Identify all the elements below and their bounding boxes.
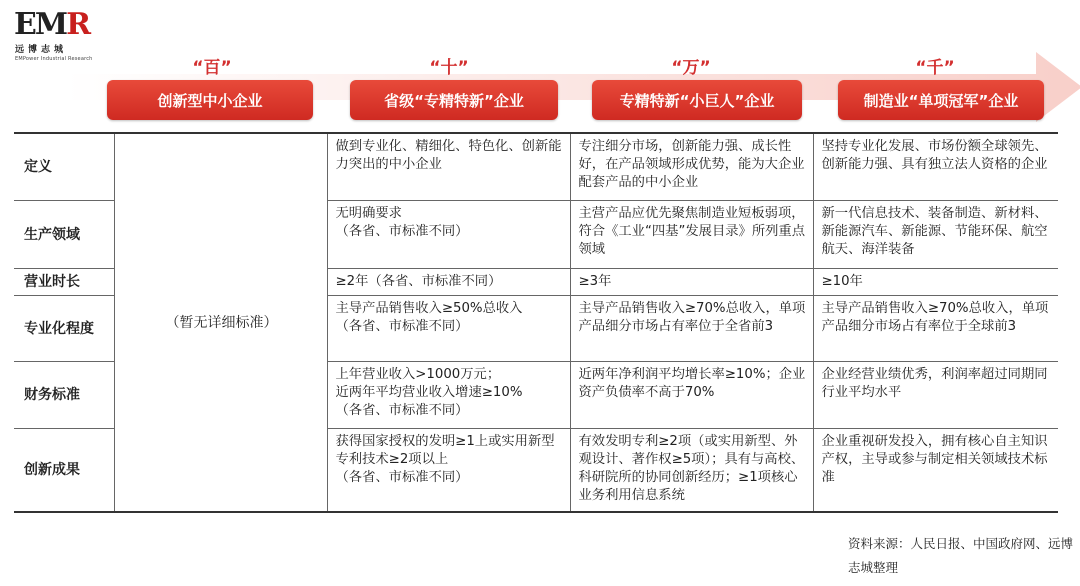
table-row bbox=[14, 133, 1058, 200]
table-cell: 有效发明专利≥2项（或实用新型、外观设计、著作权≥5项）；具有与高校、科研院所的协同创新经历；≥1项核心业务利用信息系统 bbox=[570, 428, 813, 512]
row-header: 财务标准 bbox=[14, 361, 114, 428]
row-header: 专业化程度 bbox=[14, 295, 114, 361]
logo-chinese-name: 远博志城 bbox=[15, 45, 68, 55]
table-cell: 主导产品销售收入≥50%总收入 （各省、市标准不同） bbox=[327, 295, 570, 361]
table-cell: 无明确要求 （各省、市标准不同） bbox=[327, 200, 570, 268]
table-cell: ≥2年（各省、市标准不同） bbox=[327, 268, 570, 295]
table-cell: ≥3年 bbox=[570, 268, 813, 295]
row-header: 定义 bbox=[14, 133, 114, 200]
table-cell: 企业经营业绩优秀，利润率超过同期同行业平均水平 bbox=[813, 361, 1058, 428]
row-header: 营业时长 bbox=[14, 268, 114, 295]
tier-tag-qian: “千” bbox=[915, 58, 955, 78]
table-cell: 做到专业化、精细化、特色化、创新能力突出的中小企业 bbox=[327, 133, 570, 200]
tier-pill-little-giant: 专精特新“小巨人”企业 bbox=[592, 80, 802, 120]
row-header: 创新成果 bbox=[14, 428, 114, 512]
table-cell: 获得国家授权的发明≥1上或实用新型专利技术≥2项以上 （各省、市标准不同） bbox=[327, 428, 570, 512]
tier-tag-shi: “十” bbox=[429, 58, 469, 78]
tier-tag-bai: “百” bbox=[192, 58, 232, 78]
tier-tag-wan: “万” bbox=[671, 58, 711, 78]
table-cell: 上年营业收入>1000万元； 近两年平均营业收入增速≥10% （各省、市标准不同） bbox=[327, 361, 570, 428]
table-cell: 企业重视研发投入，拥有核心自主知识产权，主导或参与制定相关领域技术标准 bbox=[813, 428, 1058, 512]
table-cell: 主营产品应优先聚焦制造业短板弱项，符合《工业“四基”发展目录》所列重点领域 bbox=[570, 200, 813, 268]
table-cell: ≥10年 bbox=[813, 268, 1058, 295]
logo-mark: EMR bbox=[14, 7, 90, 42]
tier-pill-single-champion: 制造业“单项冠军”企业 bbox=[838, 80, 1044, 120]
table-cell: 坚持专业化发展、市场份额全球领先、创新能力强、具有独立法人资格的企业 bbox=[813, 133, 1058, 200]
row-header: 生产领域 bbox=[14, 200, 114, 268]
source-note: 资料来源：人民日报、中国政府网、远博志城整理 bbox=[848, 536, 1074, 575]
tier-pill-innovative-sme: 创新型中小企业 bbox=[107, 80, 313, 120]
no-standard-note: （暂无详细标准） bbox=[114, 133, 327, 512]
table-cell: 新一代信息技术、装备制造、新材料、新能源汽车、新能源、节能环保、航空航天、海洋装备 bbox=[813, 200, 1058, 268]
table-cell: 主导产品销售收入≥70%总收入，单项产品细分市场占有率位于全球前3 bbox=[813, 295, 1058, 361]
table-cell: 专注细分市场，创新能力强、成长性好，在产品领域形成优势，能为大企业配套产品的中小企业 bbox=[570, 133, 813, 200]
criteria-table bbox=[14, 132, 1058, 513]
tier-pill-provincial: 省级“专精特新”企业 bbox=[350, 80, 558, 120]
table-cell: 近两年净利润平均增长率≥10%；企业资产负债率不高于70% bbox=[570, 361, 813, 428]
table-cell: 主导产品销售收入≥70%总收入，单项产品细分市场占有率位于全省前3 bbox=[570, 295, 813, 361]
logo-english-name: EMPower Industrial Research bbox=[15, 56, 93, 62]
